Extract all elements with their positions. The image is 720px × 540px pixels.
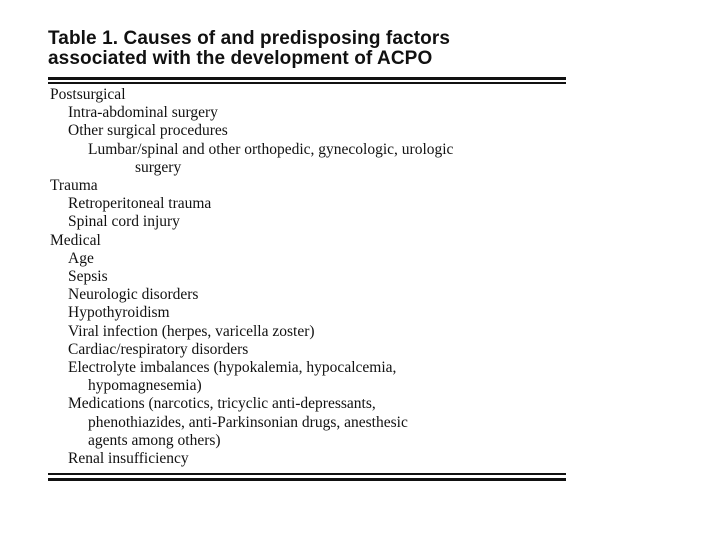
table-row: Cardiac/respiratory disorders bbox=[68, 340, 249, 358]
table-row: Lumbar/spinal and other orthopedic, gynecologic, urologic bbox=[88, 140, 454, 158]
table-row: Sepsis bbox=[68, 268, 108, 286]
table-row: Age bbox=[68, 249, 94, 267]
table-1 bbox=[48, 29, 566, 481]
table-row: Retroperitoneal trauma bbox=[68, 195, 212, 213]
table-row: Intra-abdominal surgery bbox=[68, 104, 218, 122]
table-row: Hypothyroidism bbox=[68, 304, 170, 322]
table-row: Viral infection (herpes, varicella zoster) bbox=[68, 322, 315, 340]
table-row-continuation: phenothiazides, anti-Parkinsonian drugs, anesthesic bbox=[88, 413, 408, 431]
category-postsurgical: Postsurgical bbox=[50, 86, 126, 103]
table-body bbox=[48, 84, 566, 470]
table-title bbox=[48, 29, 566, 69]
table-row: Other surgical procedures bbox=[68, 122, 228, 140]
table-row: Neurologic disorders bbox=[68, 286, 199, 304]
bottom-rule-thick bbox=[48, 478, 566, 481]
table-row: Spinal cord injury bbox=[68, 213, 180, 231]
table-row: Electrolyte imbalances (hypokalemia, hypocalcemia, bbox=[68, 359, 397, 377]
category-medical: Medical bbox=[50, 231, 101, 249]
table-title-line-2: associated with the development of ACPO bbox=[48, 48, 433, 69]
bottom-rule-thin bbox=[48, 473, 566, 475]
table-row-continuation: agents among others) bbox=[88, 431, 221, 449]
table-row: Medications (narcotics, tricyclic anti-depressants, bbox=[68, 395, 376, 413]
table-row-continuation: surgery bbox=[135, 158, 182, 176]
table-row: Renal insufficiency bbox=[68, 450, 189, 468]
table-row-continuation: hypomagnesemia) bbox=[88, 377, 202, 395]
category-trauma: Trauma bbox=[50, 177, 98, 195]
table-title-line-1: Table 1. Causes of and predisposing factors bbox=[48, 28, 450, 49]
